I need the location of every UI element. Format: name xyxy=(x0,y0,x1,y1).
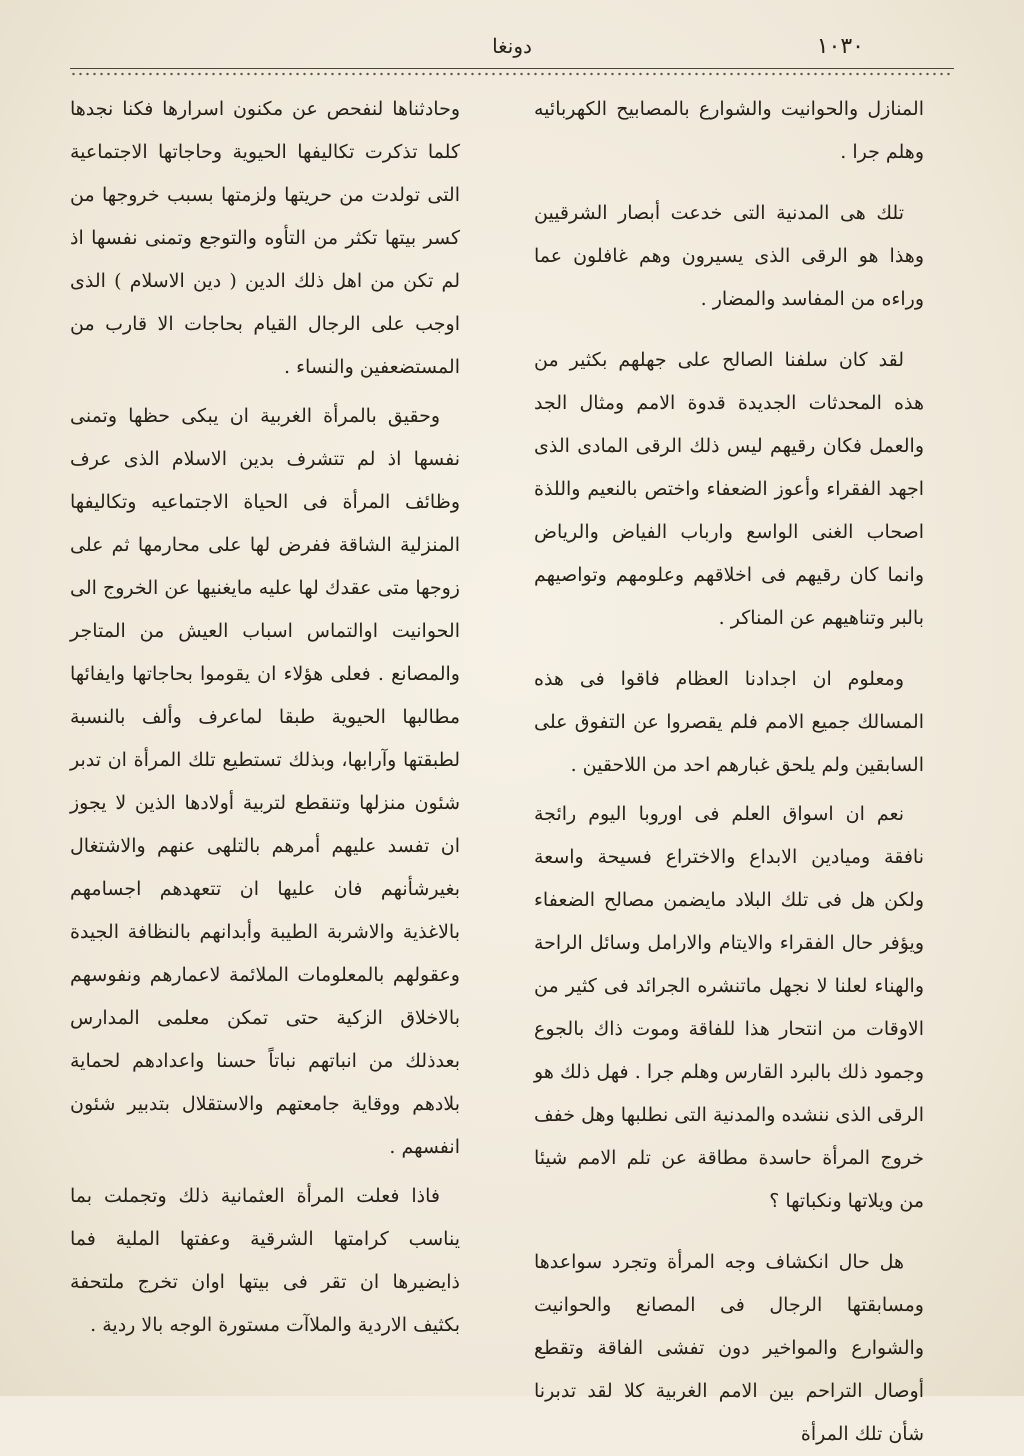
paragraph: لقد كان سلفنا الصالح على جهلهم بكثير من هذه المحدثات الجديدة قدوة الامم ومثال الجد والعمل فكان رقيهم ليس ذلك الرقى المادى الذى اجهد الفقراء وأعوز الضعفاء واختص بالنعيم واللذة اصحاب الغنى الواسع وارباب الفياض والرياض وانما كان رقيهم فى اخلاقهم وعلومهم وتواصيهم بالبر وتناهيهم عن المناكر . xyxy=(534,349,924,629)
paragraph: تلك هى المدنية التى خدعت أبصار الشرقيين وهذا هو الرقى الذى يسيرون وهم غافلون عما وراءه من المفاسد والمضار . xyxy=(534,202,924,310)
paragraph: المنازل والحوانيت والشوارع بالمصابيح الكهربائيه وهلم جرا . xyxy=(534,98,924,163)
paragraph: ومعلوم ان اجدادنا العظام فاقوا فى هذه المسالك جميع الامم فلم يقصروا عن التفوق على السابقين ولم يلحق غبارهم احد من اللاحقين . xyxy=(534,668,924,776)
paragraph: فاذا فعلت المرأة العثمانية ذلك وتجملت بما يناسب كرامتها الشرقية وعفتها الملية فما ذايضيرها ان تقر فى بيتها اوان تخرج ملتحفة بكثيف الاردية والملاآت مستورة الوجه بالا ردية . xyxy=(70,1185,460,1336)
paragraph: هل حال انكشاف وجه المرأة وتجرد سواعدها ومسابقتها الرجال فى المصانع والحوانيت والشوارع والمواخير دون تفشى الفاقة وتقطع أوصال التراحم بين الامم الغربية كلا لقد تدبرنا شأن تلك المرأة xyxy=(534,1251,924,1445)
left-column xyxy=(70,88,460,1358)
paragraph: نعم ان اسواق العلم فى اوروبا اليوم رائجة نافقة وميادين الابداع والاختراع فسيحة واسعة ولكن هل فى تلك البلاد مايضمن مصالح الضعفاء ويؤفر حال الفقراء والايتام والارامل وسائل الراحة والهناء لعلنا لا نجهل ماتنشره الجرائد فى كثير من الاوقات من انتحار هذا للفاقة وموت ذاك بالجوع وجمود ذلك بالبرد القارس وهلم جرا . فهل ذلك هو الرقى الذى ننشده والمدنية التى نطلبها وهل خفف خروج المرأة حاسدة مطاقة عن تلم الامم شيئا من ويلاتها ونكباتها ؟ xyxy=(534,803,924,1212)
header-divider xyxy=(70,68,954,77)
right-column xyxy=(534,88,924,1445)
running-title: دونغا xyxy=(492,34,532,58)
page-number: ١٠٣٠ xyxy=(816,34,864,59)
paragraph: وحادثناها لنفحص عن مكنون اسرارها فكنا نجدها كلما تذكرت تكاليفها الحيوية وحاجاتها الاجتماعية التى تولدت من حريتها ولزمتها بسبب خروجها من كسر بيتها تكثر من التأوه والتوجع وتمنى نفسها اذ لم تكن من اهل ذلك الدين ( دين الاسلام ) الذى اوجب على الرجال القيام بحاجات الا قارب من المستضعفين والنساء . xyxy=(70,98,460,378)
paragraph: وحقيق بالمرأة الغربية ان يبكى حظها وتمنى نفسها اذ لم تتشرف بدين الاسلام الذى عرف وظائف المرأة فى الحياة الاجتماعيه وتكاليفها المنزلية الشاقة ففرض لها على محارمها ثم على زوجها متى عقدك لها عليه مايغنيها عن الخروج الى الحوانيت اوالتماس اسباب العيش من المتاجر والمصانع . فعلى هؤلاء ان يقوموا بحاجاتها وايفائها مطالبها الحيوية طبقا لماعرف وألف بالنسبة لطبقتها وآرابها، وبذلك تستطيع تلك المرأة ان تدبر شئون منزلها وتنقطع لتربية أولادها الذين لا يجوز ان تفسد عليهم أمرهم بالتلهى عنهم والاشتغال بغيرشأنهم فان عليها ان تتعهدهم اجسامهم بالاغذية والاشربة الطيبة وأبدانهم بالنظافة الجيدة وعقولهم بالمعلومات الملائمة لاعمارهم ونفوسهم بالاخلاق الزكية حتى تمكن معلمى المدارس بعدذلك من انباتهم نباتاً حسنا واعدادهم لحماية بلادهم ووقاية جامعتهم والاستقلال بتدبير شئون انفسهم . xyxy=(70,405,460,1158)
page-header xyxy=(60,28,964,64)
